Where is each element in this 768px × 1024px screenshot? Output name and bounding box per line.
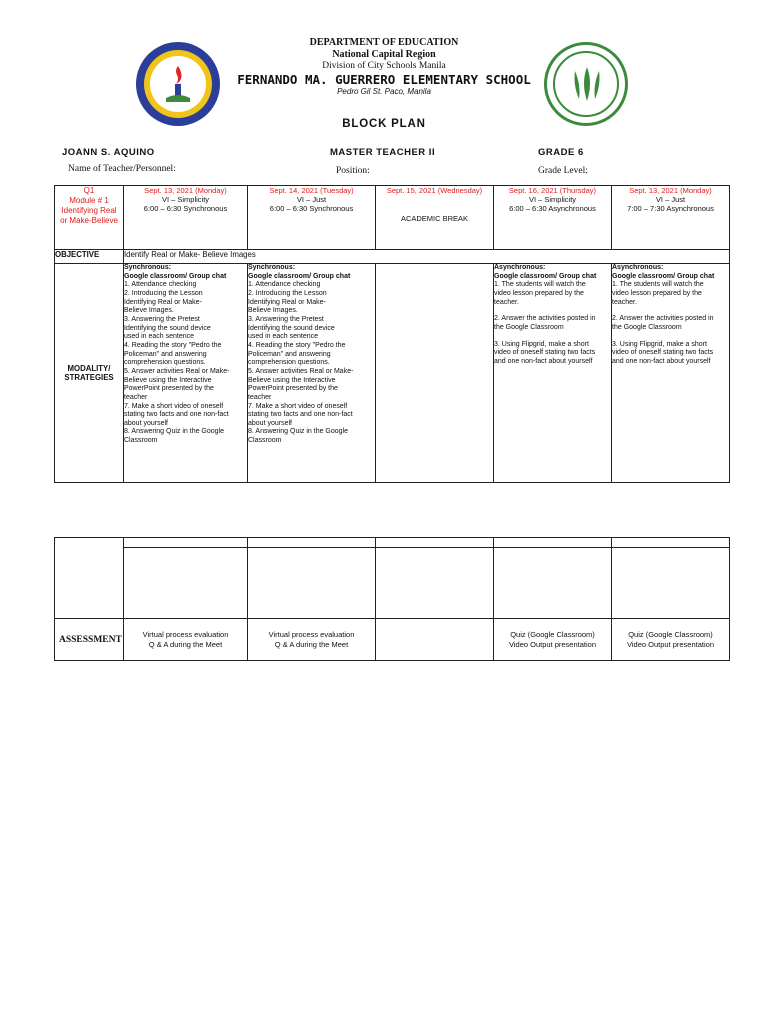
async-step-line: 3. Using Flipgrid, make a short <box>494 340 589 348</box>
plan-step-line: PowerPoint presented by the <box>124 385 214 393</box>
async-platform: Google classroom/ Group chat <box>494 272 597 280</box>
position-value: MASTER TEACHER II <box>330 147 436 158</box>
plan-step-line: stating two facts and one non-fact <box>248 411 353 419</box>
grade-value: GRADE 6 <box>538 147 584 158</box>
module-title-1: Identifying Real <box>61 206 117 215</box>
block-plan-table <box>54 185 730 483</box>
spacer <box>612 307 729 315</box>
plan-step-line: comprehension questions. <box>124 359 206 367</box>
sync-plan-day2: Synchronous: Google classroom/ Group chat 1. Attendance checking 2. Introducing the Lesson Identifying Real or Make- Believe Images. 3. Answering the Pretest Identifying the sound device used in each sentence 4. Reading the story "Pedro the Policeman" and answering comprehension questions. 5. Answer activities Real or Make- Believe using the Interactive PowerPoint presented by the teacher 7. Make a short video of oneself stating two facts and one non-fact about yourself 8. Answering Quiz in the Google Classroom <box>248 264 376 483</box>
spacer <box>494 333 611 341</box>
leaf-emblem-icon <box>567 63 607 105</box>
plan-step-line: Policeman" and answering <box>248 350 331 358</box>
async-step-line: video lesson prepared by the <box>494 289 584 297</box>
region-name: National Capital Region <box>332 49 436 60</box>
plan-step-line: Policeman" and answering <box>124 350 207 358</box>
plan-step-line: used in each sentence <box>248 333 319 341</box>
plan-step-line: 1. Attendance checking <box>124 281 197 289</box>
plan-step-line: 5. Answer activities Real or Make- <box>124 367 230 375</box>
plan-step-line: Identifying Real or Make- <box>248 298 326 306</box>
plan-step-line: 2. Introducing the Lesson <box>124 289 203 297</box>
async-plan-day4 <box>494 264 612 483</box>
plan-step-line: stating two facts and one non-fact <box>124 411 229 419</box>
async-step-line: 1. The students will watch the <box>612 281 704 289</box>
async-step-line: teacher. <box>494 298 519 306</box>
plan-step-line: Identifying the sound device <box>248 324 335 332</box>
assessment-day2: Virtual process evaluation Q & A during the Meet <box>248 619 376 661</box>
async-plan-day5 <box>612 264 730 483</box>
assessment-table <box>54 537 730 661</box>
assessment-day1: Virtual process evaluation Q & A during the Meet <box>124 619 248 661</box>
async-heading: Asynchronous: <box>494 264 546 271</box>
blank-label-cell <box>55 538 124 619</box>
async-step-line: and one non-fact about yourself <box>494 357 593 365</box>
plan-step-line: Believe using the Interactive <box>124 376 212 384</box>
day-header-3 <box>376 186 494 250</box>
grade-label: Grade Level: <box>538 166 588 176</box>
day-time: 6:00 – 6:30 Asynchronous <box>509 204 596 213</box>
school-name: FERNANDO MA. GUERRERO ELEMENTARY SCHOOL <box>237 72 531 87</box>
day-date: Sept. 13, 2021 (Monday) <box>144 186 227 195</box>
day-time: 6:00 – 6:30 Synchronous <box>269 204 354 213</box>
day-header-2 <box>248 186 376 250</box>
async-step-line: 1. The students will watch the <box>494 281 586 289</box>
plan-step-line: 8. Answering Quiz in the Google <box>124 428 225 436</box>
plan-step-line: about yourself <box>248 419 292 427</box>
academic-break: ACADEMIC BREAK <box>400 214 469 223</box>
plan-step-line: Identifying Real or Make- <box>124 298 202 306</box>
day-header-4 <box>494 186 612 250</box>
day-date: Sept. 14, 2021 (Tuesday) <box>269 186 354 195</box>
async-platform: Google classroom/ Group chat <box>612 272 715 280</box>
plan-step-line: Believe using the Interactive <box>248 376 336 384</box>
module-title-2: or Make-Believe <box>60 216 118 225</box>
spacer <box>494 307 611 315</box>
plan-step-line: 7. Make a short video of oneself <box>248 402 348 410</box>
day-section: VI – Just <box>296 195 327 204</box>
plan-step-line: Classroom <box>124 437 158 445</box>
assessment-day5: Quiz (Google Classroom) Video Output presentation <box>612 619 730 661</box>
day-header-1 <box>124 186 248 250</box>
plan-step-line: teacher <box>248 393 272 401</box>
day-date: Sept. 16, 2021 (Thursday) <box>508 186 597 195</box>
async-step-line: 2. Answer the activities posted in <box>494 315 596 323</box>
async-step-line: 2. Answer the activities posted in <box>612 315 714 323</box>
day-time: 7:00 – 7:30 Asynchronous <box>627 204 714 213</box>
async-step-line: teacher. <box>612 298 637 306</box>
async-step-line: and one non-fact about yourself <box>612 357 711 365</box>
school-address: Pedro Gil St. Paco, Manila <box>337 87 431 96</box>
plan-step-line: 7. Make a short video of oneself <box>124 402 224 410</box>
department-name: DEPARTMENT OF EDUCATION <box>309 37 459 48</box>
plan-step-line: Believe Images. <box>248 307 298 315</box>
quarter-label: Q1 <box>83 186 95 195</box>
plan-step-line: 8. Answering Quiz in the Google <box>248 428 349 436</box>
async-heading: Asynchronous: <box>612 264 664 271</box>
day-section: VI – Simplicity <box>161 195 210 204</box>
plan-step-line: 3. Answering the Pretest <box>248 315 324 323</box>
torch-icon <box>160 64 196 104</box>
assessment-day3 <box>376 619 494 661</box>
module-cell <box>55 186 124 250</box>
plan-step-line: teacher <box>124 393 148 401</box>
plan-step-line: 2. Introducing the Lesson <box>248 289 327 297</box>
async-step-line: video of oneself stating two facts <box>612 349 714 357</box>
day-time: 6:00 – 6:30 Synchronous <box>143 204 228 213</box>
async-step-line: the Google Classroom <box>612 323 682 331</box>
plan-step-line: Identifying the sound device <box>124 324 211 332</box>
async-step-line: video lesson prepared by the <box>612 289 702 297</box>
async-step-line: 3. Using Flipgrid, make a short <box>612 340 707 348</box>
plan-step-line: Believe Images. <box>124 307 174 315</box>
day-section: VI – Just <box>655 195 686 204</box>
division-name: Division of City Schools Manila <box>322 61 446 71</box>
module-number: Module # 1 <box>69 196 109 205</box>
async-step-line: the Google Classroom <box>494 323 564 331</box>
plan-step-line: Classroom <box>248 437 282 445</box>
page-title: BLOCK PLAN <box>342 118 426 130</box>
async-step-line: video of oneself stating two facts <box>494 349 596 357</box>
day-header-5 <box>612 186 730 250</box>
teacher-name: JOANN S. AQUINO <box>62 147 155 158</box>
sync-plan-day1: Synchronous: Google classroom/ Group chat 1. Attendance checking 2. Introducing the Lesson Identifying Real or Make- Believe Images. 3. Answering the Pretest Identifying the sound device used in each sentence 4. Reading the story "Pedro the Policeman" and answering comprehension questions. 5. Answer activities Real or Make- Believe using the Interactive PowerPoint presented by the teacher 7. Make a short video of oneself stating two facts and one non-fact about yourself 8. Answering Quiz in the Google Classroom <box>124 264 248 483</box>
plan-step-line: 5. Answer activities Real or Make- <box>248 367 354 375</box>
plan-step-line: comprehension questions. <box>248 359 330 367</box>
objective-text: Identify Real or Make- Believe Images <box>124 250 730 264</box>
modality-label: MODALITY/ STRATEGIES <box>55 264 124 483</box>
day-section: VI – Simplicity <box>528 195 577 204</box>
spacer <box>612 333 729 341</box>
plan-step-line: 1. Attendance checking <box>248 281 321 289</box>
day-date: Sept. 13, 2021 (Monday) <box>629 186 712 195</box>
plan-step-line: used in each sentence <box>124 333 195 341</box>
position-label: Position: <box>336 166 370 176</box>
empty-plan-day3 <box>376 264 494 483</box>
plan-step-line: about yourself <box>124 419 168 427</box>
plan-step-line: 3. Answering the Pretest <box>124 315 200 323</box>
plan-step-line: PowerPoint presented by the <box>248 385 338 393</box>
teacher-label: Name of Teacher/Personnel: <box>68 164 176 174</box>
day-date: Sept. 15, 2021 (Wednesday) <box>386 186 483 195</box>
assessment-label: ASSESSMENT <box>55 619 124 661</box>
assessment-day4: Quiz (Google Classroom) Video Output presentation <box>494 619 612 661</box>
objective-label: OBJECTIVE <box>55 250 124 264</box>
plan-step-line: 4. Reading the story "Pedro the <box>124 341 222 349</box>
plan-step-line: 4. Reading the story "Pedro the <box>248 341 346 349</box>
